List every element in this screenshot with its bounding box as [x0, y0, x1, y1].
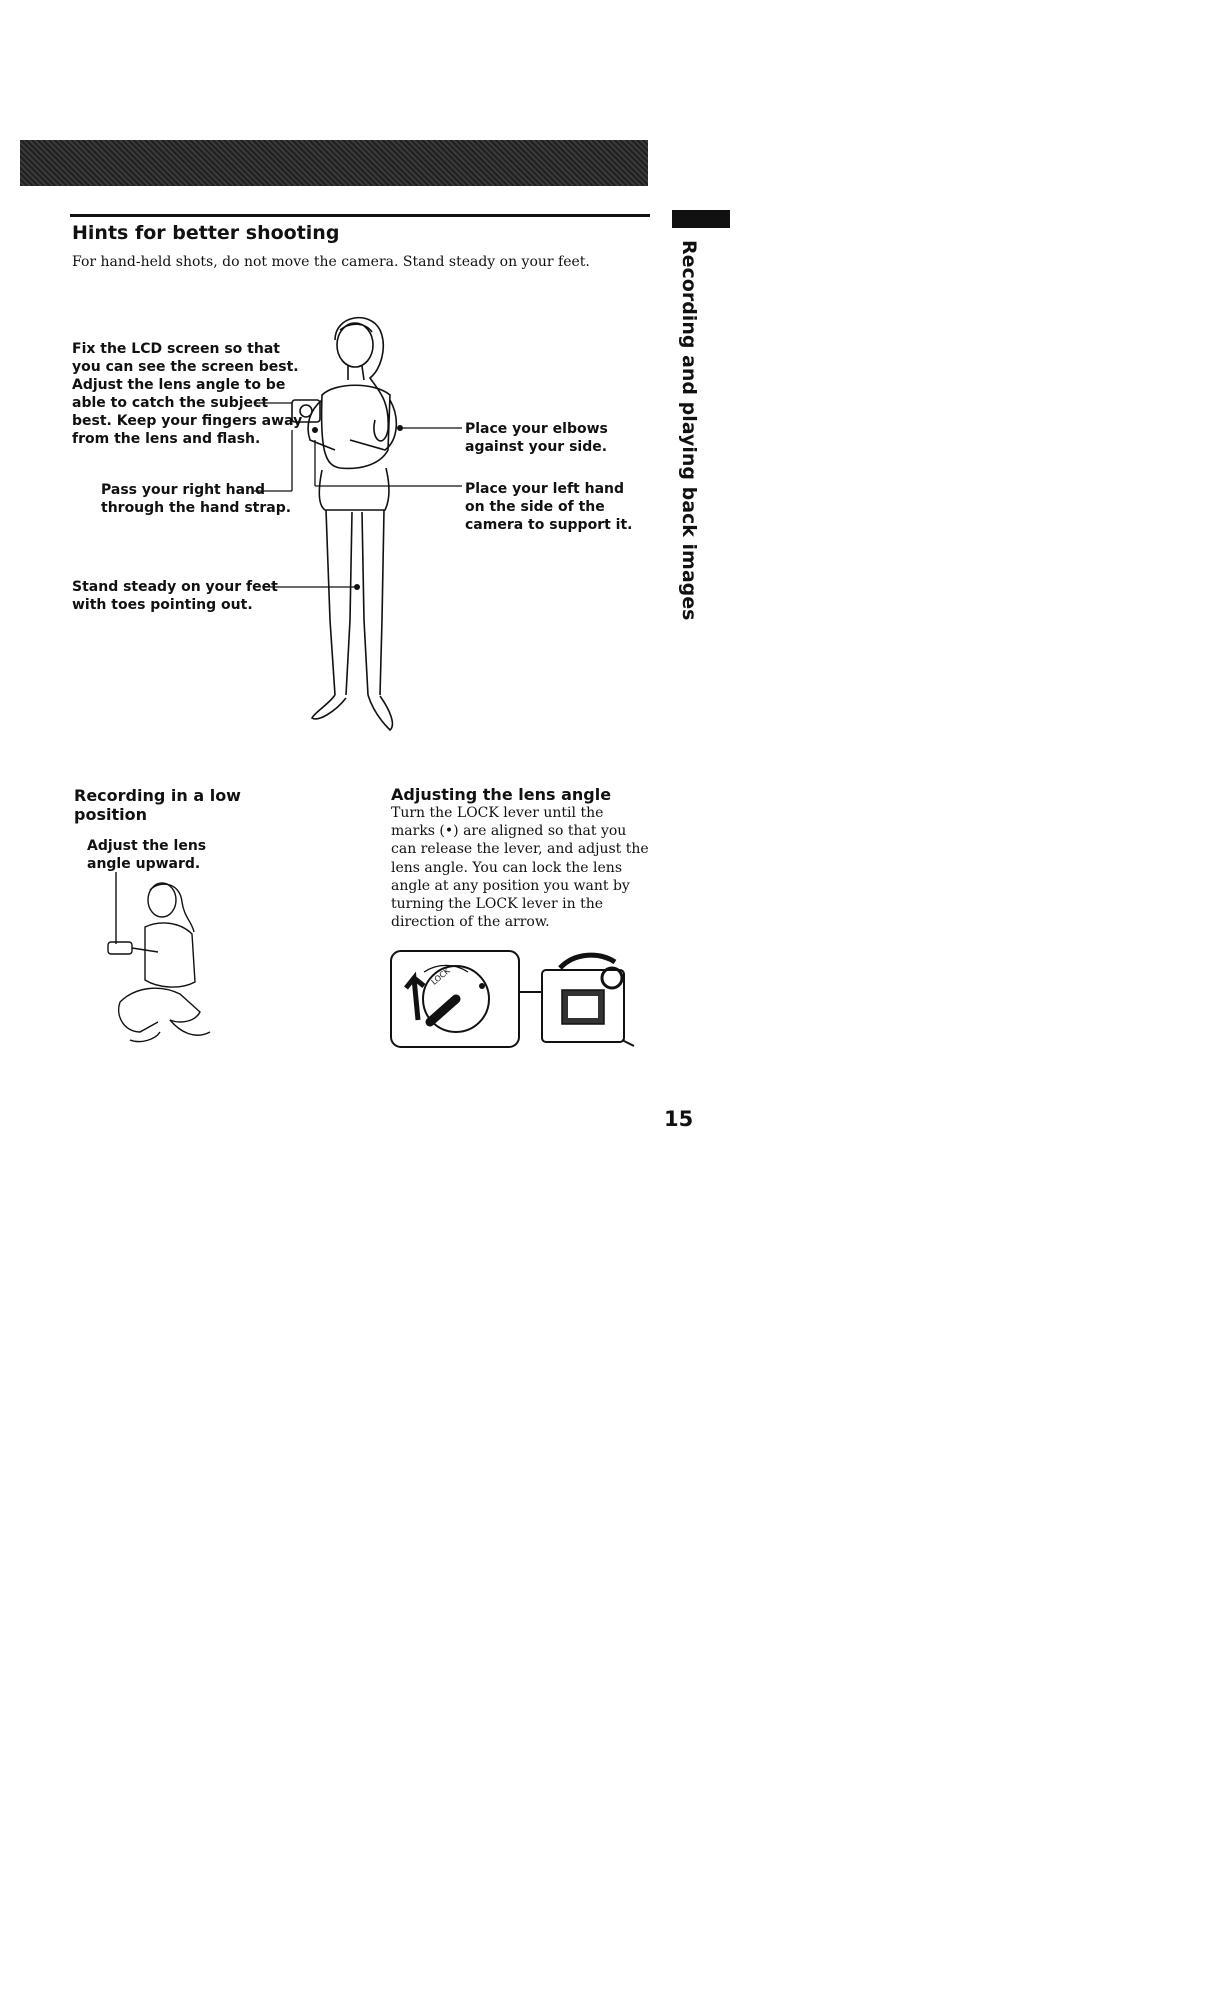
lock-lever-illustration — [390, 950, 650, 1050]
callout-leader-lines — [0, 0, 1224, 800]
callout-right-hand: Pass your right hand through the hand strap. — [101, 482, 292, 516]
lock-lever-label: LOCK — [429, 966, 452, 987]
lens-angle-title: Adjusting the lens angle — [391, 785, 612, 804]
low-position-caption: Adjust the lens angle upward. — [87, 838, 207, 872]
callout-feet: Stand steady on your feet with toes pointing out. — [72, 579, 278, 613]
callout-elbows: Place your elbows against your side. — [465, 421, 608, 455]
callout-left-hand: Place your left hand on the side of the camera to support it. — [465, 481, 633, 533]
section-title: Hints for better shooting — [72, 222, 340, 244]
page-number: 15 — [664, 1107, 694, 1131]
callout-lcd: Fix the LCD screen so that you can see the screen best. Adjust the lens angle to be able to catch the subject best. Keep your fingers away from the lens and flash. — [72, 341, 303, 447]
low-position-illustration — [100, 872, 220, 1052]
section-intro: For hand-held shots, do not move the camera. Stand steady on your feet. — [72, 254, 590, 270]
chapter-side-tab: Recording and playing back images — [678, 240, 700, 621]
lens-angle-body: Turn the LOCK lever until the marks (•) are aligned so that you can release the lever, and adjust the lens angle. You can lock the lens angle at any position you want by turning the LOCK lever in the direction of the arrow. — [391, 805, 649, 931]
low-position-title: Recording in a low position — [74, 786, 241, 824]
